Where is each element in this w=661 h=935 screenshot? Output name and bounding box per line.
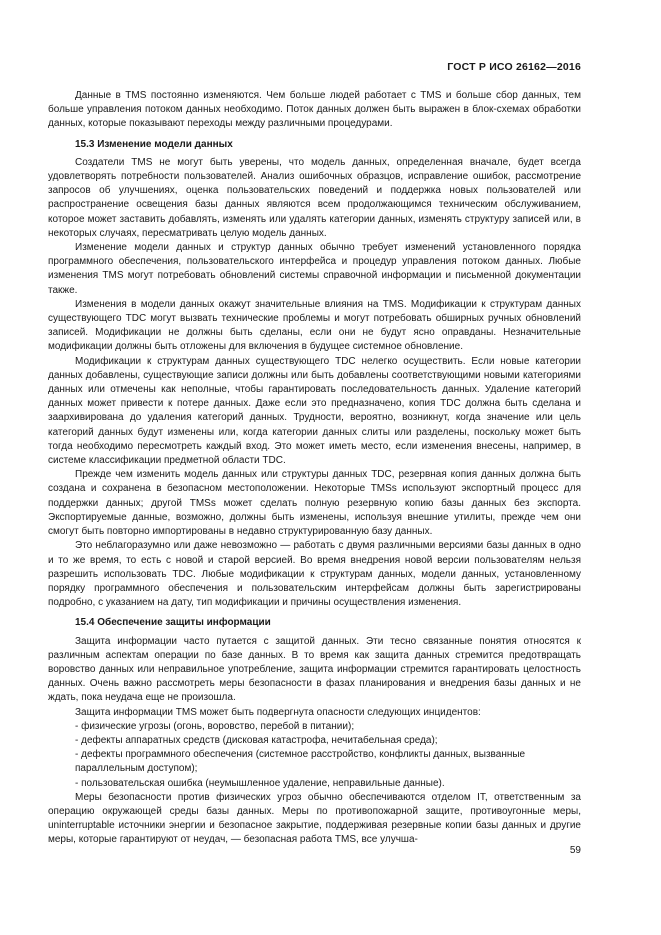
paragraph-physical-threats: Меры безопасности против физических угроз обычно обеспечиваются отделом IT, ответственным за операцию окружающей среды базы данных. Меры по противопожарной защите, противоугонные меры, uninterruptable источники энергии и безопасное закрытие, поддерживая резервные копии базы данных и другие меры, которые гарантируют от неудач, — безопасная работа TMS, все улучша- <box>48 791 581 846</box>
list-item: - физические угрозы (огонь, воровство, перебой в питании); <box>75 720 355 732</box>
paragraph-model-uncertainty: Создатели TMS не могут быть уверены, что модель данных, определенная вначале, будет всегда удовлетворять потребности пользователей. Анализ ошибочных образцов, исправление ошибок, рассмотрение запросов об улучшениях, оценка пользовательских поведений и поддержка новых пользователей или распространение освещения базы данных являются всем продолжающимся техническим обслуживанием, которое может заставить добавлять, изменять или удалять категории данных, изменять структуру записей или, в некоторых случаях, пересматривать целую модель данных. <box>48 156 581 239</box>
paragraph-model-change-requirements: Изменение модели данных и структур данных обычно требует изменений установленного порядка программного обеспечения, пользовательского интерфейса и процедур управления потоком данных. Любые изменения TMS могут потребовать обновлений системы справочной информации и письменной документации также. <box>48 242 581 296</box>
paragraph-structure-modifications: Модификации к структурам данных существующего TDC нелегко осуществить. Если новые категории данных добавлены, существующие записи должны или быть добавлены соответствующими новыми категориями данных или отмечены как неполные, чтобы гарантировать последовательность данных. Удаление категорий данных может привести к потере данных. Даже если это предназначено, копия TDC должна быть сделана и заархивирована до удаления категорий данных. Трудности, вероятно, возникнут, когда значение или цель категорий данных будут изменены или, когда категории данных слиты или разделены, поскольку может быть тогда необходимо пересмотреть каждый вход. Это может иметь место, если изменения внесены, например, в системе классификации предметной области TDC. <box>48 355 581 467</box>
paragraph-model-change-impact: Изменения в модели данных окажут значительные влияния на TMS. Модификации к структурам данных существующего TDC могут вызвать технические проблемы и могут потребовать обширных ручных обновлений записей. Модификации не должны быть сделаны, если они не будут ясно оправданы. Незначительные модификации должны быть отложены для включения в будущее системное обновление. <box>48 298 581 353</box>
section-heading-15-3: 15.3 Изменение модели данных <box>75 138 233 150</box>
section-heading-15-4: 15.4 Обеспечение защиты информации <box>75 617 271 629</box>
paragraph-data-flow: Данные в TMS постоянно изменяются. Чем больше людей работает с TMS и больше сбор данных, тем больше управления потоком данных необходимо. Поток данных должен быть выражен в блок-схемах обработки данных, которые показывают переходы между различными процедурами. <box>48 90 581 130</box>
list-item: - дефекты аппаратных средств (дисковая катастрофа, нечитабельная среда); <box>75 734 438 746</box>
paragraph-information-security: Защита информации часто путается с защитой данных. Эти тесно связанные понятия относятся к различным аспектам операции по базе данных. В то время как защита данных стремится предотвращать воровство данных или неправильное употребление, защита информации стремится гарантировать целостность данных. Очень важно рассмотреть меры безопасности в фазах планирования и внедрения базы данных и не ждать, пока неудача еще не произошла. <box>48 635 581 704</box>
document-body <box>48 89 581 848</box>
standard-header: ГОСТ Р ИСО 26162—2016 <box>447 61 581 73</box>
paragraph-incidents-intro: Защита информации TMS может быть подвергнута опасности следующих инцидентов: <box>75 706 481 718</box>
page-number: 59 <box>569 845 581 856</box>
paragraph-version-management: Это неблагоразумно или даже невозможно — работать с двумя различными версиями базы данных в одно и то же время, то есть с новой и старой версией. Во время внедрения новой версии пользователям нельзя разрешить использовать TDC. Любые модификации к структурам данных, модели данных, установленному порядку программного обеспечения и пользовательским интерфейсам должны быть зарегистрированы подробно, с указанием на дату, тип модификации и причины осуществления изменения. <box>48 540 581 609</box>
paragraph-backup-before-change: Прежде чем изменить модель данных или структуры данных TDC, резервная копия данных должна быть создана и сохранена в безопасном местоположении. Некоторые TMSs используют экспортный процесс для поддержки данных; другой TMSs может сделать полную резервную копию базы данных без экспорта. Экспортируемые данные, возможно, должны быть изменены, используя внешние утилиты, прежде чем они смогут быть повторно импортированы в недавно структурированную базу данных. <box>48 469 581 538</box>
list-item: - пользовательская ошибка (неумышленное удаление, неправильные данные). <box>75 777 445 789</box>
list-item: - дефекты программного обеспечения (системное расстройство, конфликты данных, вызванные параллельным доступом); <box>75 749 526 775</box>
